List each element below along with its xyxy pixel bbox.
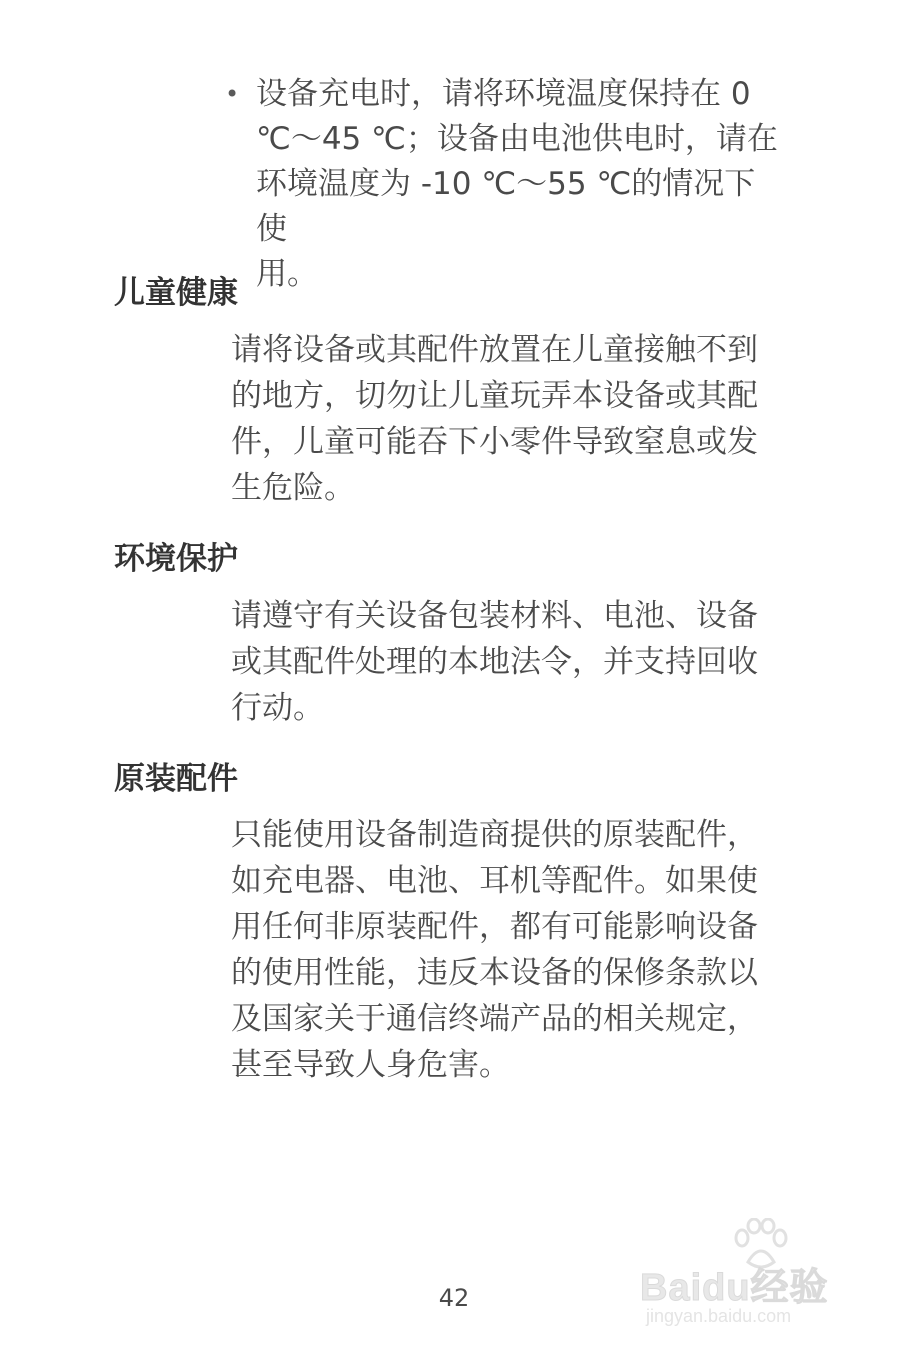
bullet-item — [225, 72, 785, 297]
section-heading-original-accessories: 原装配件 — [114, 761, 238, 797]
watermark-brand: Baidu经验 — [640, 1267, 829, 1309]
watermark-url: jingyan.baidu.com — [646, 1306, 792, 1326]
bullet-marker: • — [225, 80, 240, 108]
section-body-original-accessories: 只能使用设备制造商提供的原装配件， 如充电器、电池、耳机等配件。如果使 用任何非原装配件，都有可能影响设备 的使用性能，违反本设备的保修条款以 及国家关于通信终端产品的相关规定， 甚至导致人身危害。 — [231, 817, 758, 1083]
section-heading-child-health: 儿童健康 — [114, 275, 238, 311]
section-body-child-health: 请将设备或其配件放置在儿童接触不到 的地方，切勿让儿童玩弄本设备或其配 件，儿童可能吞下小零件导致窒息或发 生危险。 — [231, 332, 758, 506]
section-heading-environment: 环境保护 — [114, 541, 238, 577]
baidu-watermark — [640, 1218, 860, 1328]
section-body-environment: 请遵守有关设备包装材料、电池、设备 或其配件处理的本地法令，并支持回收 行动。 — [231, 598, 758, 726]
page-number: 42 — [438, 1284, 470, 1312]
bullet-text: 设备充电时，请将环境温度保持在 0 ℃～45 ℃；设备由电池供电时，请在 环境温度为 -10 ℃～55 ℃的情况下使 用。 — [256, 76, 778, 292]
